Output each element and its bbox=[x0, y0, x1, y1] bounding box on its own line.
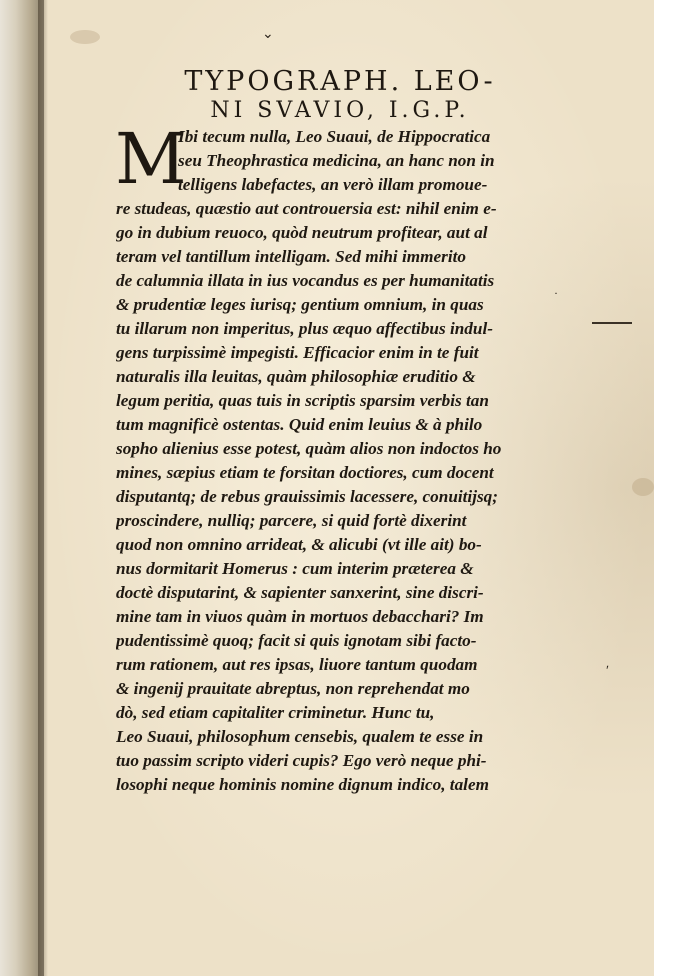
ink-mark: · bbox=[554, 286, 558, 300]
heading-line-2: NI SVAVIO, I.G.P. bbox=[210, 98, 470, 123]
text-line: legum peritia, quas tuis in scriptis sparsim verbis tan bbox=[116, 391, 489, 410]
text-line: gens turpissimè impegisti. Efficacior enim in te fuit bbox=[116, 343, 479, 362]
text-line: tuo passim scripto videri cupis? Ego verò neque phi- bbox=[116, 751, 487, 770]
drop-cap: M bbox=[115, 118, 187, 200]
text-line: pudentissimè quoq; facit si quis ignotam sibi facto- bbox=[116, 631, 477, 650]
text-line: telligens labefactes, an verò illam promoue- bbox=[178, 175, 488, 194]
text-line: & prudentiæ leges iurisq; gentium omnium, in quas bbox=[116, 295, 484, 314]
text-line: sopho alienius esse potest, quàm alios non indoctos ho bbox=[116, 439, 502, 458]
ink-mark: ʹ bbox=[606, 664, 610, 679]
text-line: & ingenij prauitate abreptus, non reprehendat mo bbox=[116, 679, 470, 698]
text-line: tum magnificè ostentas. Quid enim leuius & à philo bbox=[116, 415, 483, 434]
ink-mark: ⌄ bbox=[262, 27, 274, 42]
text-line: rum rationem, aut res ipsas, liuore tantum quodam bbox=[116, 655, 478, 674]
text-line: nus dormitarit Homerus : cum interim præterea & bbox=[116, 559, 474, 578]
text-line: teram vel tantillum intelligam. Sed mihi immerito bbox=[116, 247, 466, 266]
text-line: quod non omnino arrideat, & alicubi (vt ille ait) bo- bbox=[116, 535, 482, 554]
heading-line-1: TYPOGRAPH. LEO- bbox=[184, 66, 496, 97]
text-line: disputantq; de rebus grauissimis lacessere, conuitijsq; bbox=[116, 487, 498, 506]
text-line: seu Theophrastica medicina, an hanc non in bbox=[178, 151, 495, 170]
text-line: de calumnia illata in ius vocandus es per humanitatis bbox=[116, 271, 495, 290]
text-line: tu illarum non imperitus, plus æquo affectibus indul- bbox=[116, 319, 493, 338]
text-line: Ibi tecum nulla, Leo Suaui, de Hippocratica bbox=[178, 127, 491, 146]
text-line: mine tam in viuos quàm in mortuos debacchari? Im bbox=[116, 607, 484, 626]
text-line: re studeas, quæstio aut controuersia est: nihil enim e- bbox=[116, 199, 497, 218]
text-line: proscindere, nulliq; parcere, si quid fortè dixerint bbox=[116, 511, 467, 530]
text-line: go in dubium reuoco, quòd neutrum profitear, aut al bbox=[116, 223, 488, 242]
text-line: naturalis illa leuitas, quàm philosophiæ eruditio & bbox=[116, 367, 476, 386]
text-line: dò, sed etiam capitaliter criminetur. Hunc tu, bbox=[116, 703, 435, 722]
text-line: Leo Suaui, philosophum censebis, qualem te esse in bbox=[116, 727, 484, 746]
margin-rule bbox=[592, 322, 632, 324]
text-line: losophi neque hominis nomine dignum indico, talem bbox=[116, 775, 489, 794]
text-line: doctè disputarint, & sapienter sanxerint, sine discri- bbox=[116, 583, 484, 602]
text-line: mines, sæpius etiam te forsitan doctiores, cum docent bbox=[116, 463, 494, 482]
